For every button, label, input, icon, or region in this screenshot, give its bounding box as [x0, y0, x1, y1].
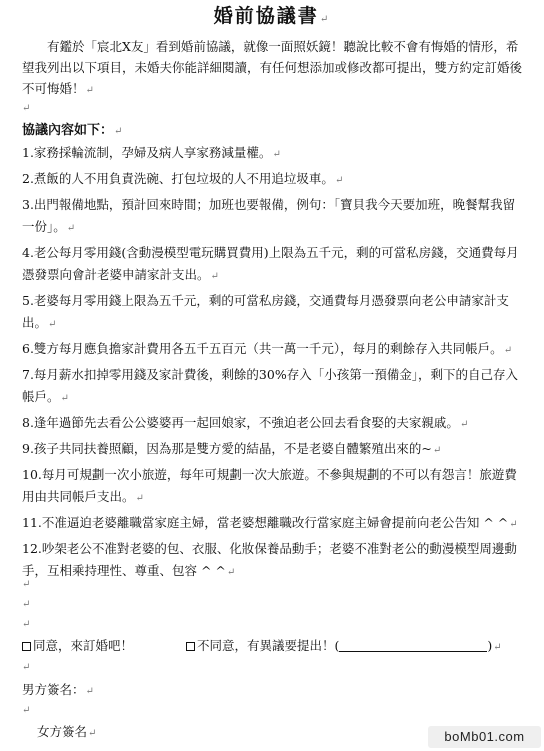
agree-option[interactable] — [22, 636, 133, 656]
paragraph-mark-icon: ↵ — [22, 599, 31, 610]
list-item — [22, 338, 524, 362]
disagree-option[interactable] — [186, 636, 502, 658]
list-item — [22, 290, 524, 336]
empty-paragraph — [22, 661, 30, 675]
disagree-checkbox-icon[interactable] — [186, 642, 195, 651]
empty-paragraph — [22, 618, 30, 632]
agree-checkbox-icon[interactable] — [22, 642, 31, 651]
title-text: 婚前協議書 — [213, 5, 319, 27]
item-text: 8.逢年過節先去看公公婆婆再一起回娘家，不強迫老公回去看食娶的夫家親戚。 — [22, 415, 459, 430]
paragraph-mark-icon: ↵ — [319, 14, 331, 25]
paragraph-mark-icon: ↵ — [114, 126, 123, 137]
item-text: 6.雙方每月應負擔家計費用各五千五百元（共一萬一千元），每月的剩餘存入共同帳戶。 — [22, 341, 503, 356]
paragraph-mark-icon: ↵ — [22, 619, 31, 630]
male-signature-line — [22, 681, 94, 701]
paragraph-mark-icon: ↵ — [22, 662, 31, 673]
objection-blank-line[interactable] — [339, 639, 487, 652]
paragraph-mark-icon: ↵ — [272, 149, 281, 160]
paragraph-mark-icon: ↵ — [459, 419, 469, 430]
empty-paragraph — [22, 102, 30, 116]
item-text: 9.孩子共同扶養照顧，因為那是雙方愛的結晶，不是老婆自體繁殖出來的~ — [22, 441, 432, 456]
paragraph-mark-icon: ↵ — [48, 319, 57, 330]
item-text: 7.每月薪水扣掉零用錢及家計費後，剩餘的30%存入「小孩第一預備金」，剩下的自己存入帳戶。 — [22, 367, 518, 404]
site-watermark — [428, 726, 541, 748]
paragraph-mark-icon: ↵ — [88, 728, 97, 739]
list-item — [22, 364, 524, 410]
paragraph-mark-icon: ↵ — [22, 705, 31, 716]
list-item — [22, 142, 524, 166]
empty-paragraph — [22, 578, 30, 592]
list-item — [22, 438, 524, 462]
list-item — [22, 194, 524, 240]
paragraph-mark-icon: ↵ — [210, 271, 219, 282]
paragraph-mark-icon: ↵ — [432, 445, 442, 456]
list-item — [22, 464, 524, 510]
item-text: 5.老婆每月零用錢上限為五千元，剩的可當私房錢，交通費每月憑發票向老公申請家計支出。 — [22, 293, 509, 330]
paragraph-mark-icon: ↵ — [509, 519, 518, 530]
item-text: 2.煮飯的人不用負責洗碗、打包垃圾的人不用追垃圾車。 — [22, 171, 334, 186]
paragraph-mark-icon: ↵ — [22, 579, 31, 590]
list-item — [22, 538, 524, 584]
item-text: 10.每月可規劃一次小旅遊，每年可規劃一次大旅遊。不參與規劃的不可以有怨言！旅遊費用由共同帳戶支出。 — [22, 467, 517, 504]
section-heading-text: 協議內容如下： — [22, 123, 114, 138]
item-text: 1.家務採輪流制，孕婦及病人享家務減量權。 — [22, 145, 272, 160]
disagree-close-paren: ) — [487, 638, 493, 653]
paragraph-mark-icon: ↵ — [226, 567, 236, 578]
agree-option-label: 同意，來訂婚吧！ — [33, 638, 134, 653]
item-text: 4.老公每月零用錢(含動漫模型電玩購買費用)上限為五千元，剩的可當私房錢，交通費每月憑發票向會計老婆申請家計支出。 — [22, 245, 519, 282]
list-item — [22, 412, 524, 436]
list-item — [22, 242, 524, 288]
female-signature-label: 女方簽名 — [37, 724, 88, 739]
paragraph-mark-icon: ↵ — [334, 175, 344, 186]
paragraph-mark-icon: ↵ — [85, 686, 94, 697]
intro-text: 有鑑於「宸北X友」看到婚前協議，就像一面照妖鏡！聽說比較不會有悔婚的情形，希望我列出以下項目，未婚夫你能詳細閱讀，有任何想添加或修改都可提出，雙方約定訂婚後不可悔婚！ — [22, 39, 523, 96]
intro-paragraph — [22, 36, 522, 101]
paragraph-mark-icon: ↵ — [60, 393, 69, 404]
section-heading — [22, 122, 122, 141]
empty-paragraph — [22, 598, 30, 612]
document-title — [0, 4, 544, 32]
paragraph-mark-icon: ↵ — [22, 103, 31, 114]
paragraph-mark-icon: ↵ — [493, 642, 502, 653]
watermark-text: boMb01.com — [444, 729, 525, 744]
paragraph-mark-icon: ↵ — [503, 345, 513, 356]
paragraph-mark-icon: ↵ — [85, 85, 94, 96]
male-signature-label: 男方簽名： — [22, 682, 85, 697]
list-item — [22, 512, 524, 536]
female-signature-line — [37, 723, 96, 743]
item-text: 12.吵架老公不准對老婆的包、衣服、化妝保養品動手；老婆不准對老公的動漫模型周邊動手，互相乘持理性、尊重、包容 ^ ^ — [22, 541, 517, 578]
disagree-option-label: 不同意，有異議要提出！( — [197, 638, 340, 653]
list-item — [22, 168, 524, 192]
item-text: 11.不准逼迫老婆離職當家庭主婦，當老婆想離職改行當家庭主婦會提前向老公告知 ^ ^ — [22, 515, 509, 530]
empty-paragraph — [22, 704, 30, 718]
paragraph-mark-icon: ↵ — [66, 223, 76, 234]
paragraph-mark-icon: ↵ — [135, 493, 144, 504]
agreement-items-list — [22, 142, 524, 586]
choice-row — [22, 636, 522, 656]
item-text: 3.出門報備地點，預計回來時間；加班也要報備，例句：「寶貝我今天要加班，晚餐幫我留一份」。 — [22, 197, 516, 234]
